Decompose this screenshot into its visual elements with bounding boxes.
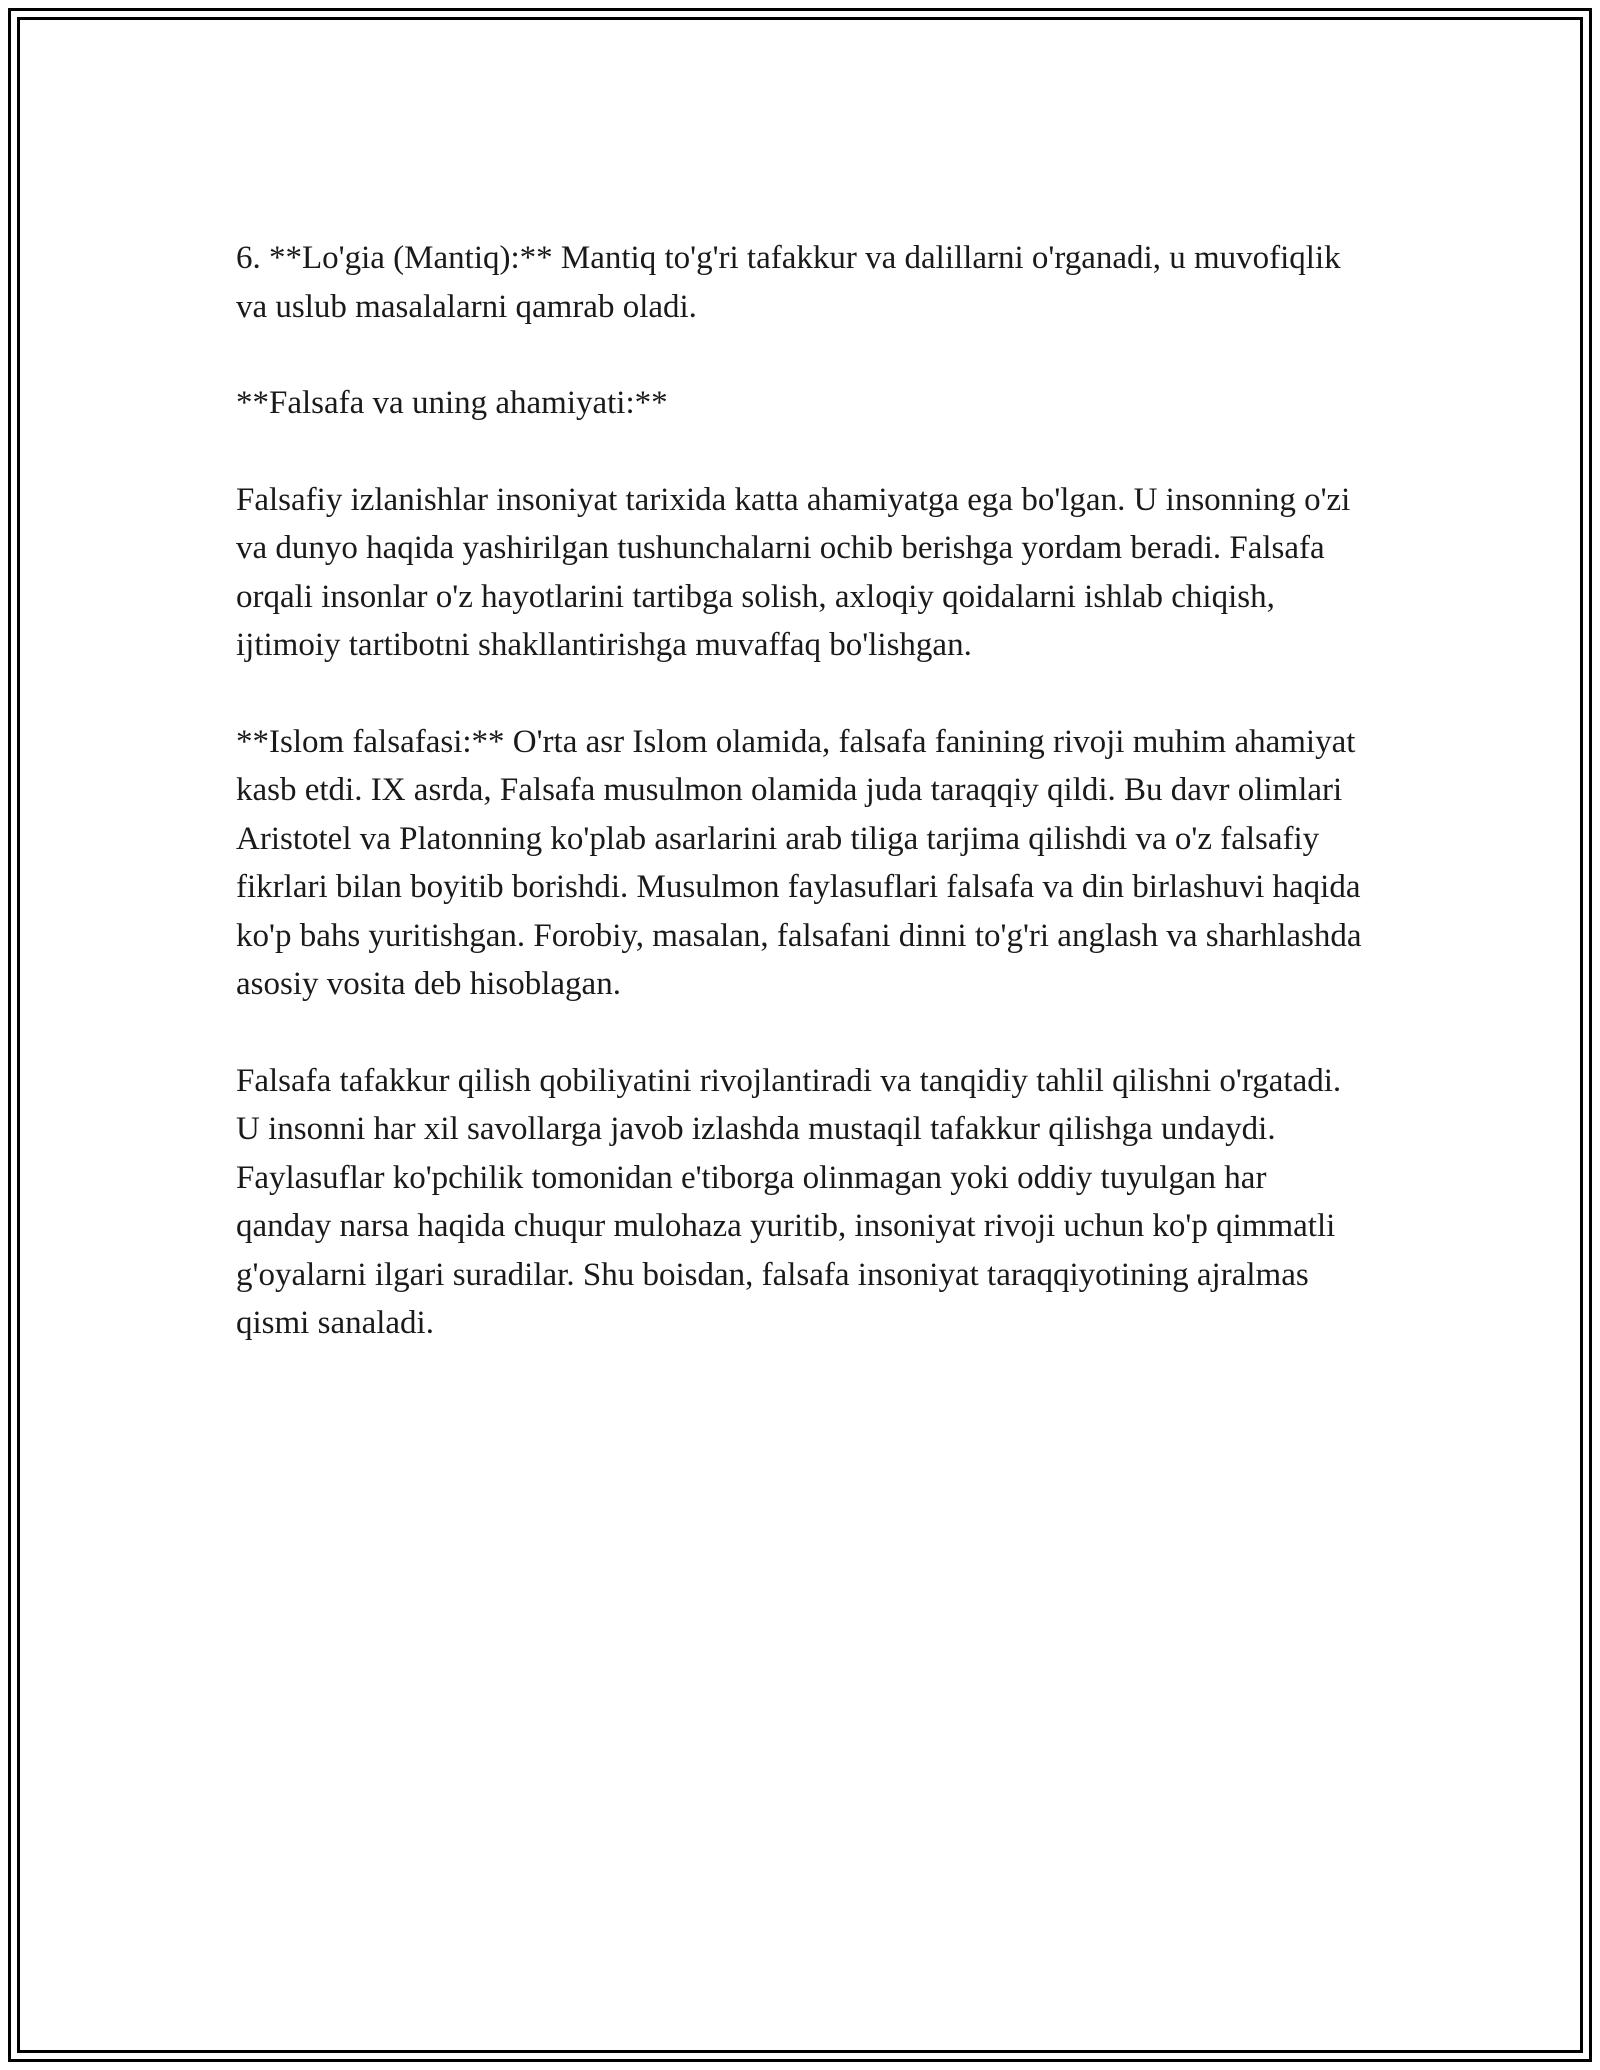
paragraph-islamic-philosophy: **Islom falsafasi:** O'rta asr Islom olamida, falsafa fanining rivoji muhim ahamiyat kasb etdi. IX asrda, Falsafa musulmon olamida juda taraqqiy qildi. Bu davr olimlari Aristotel va Platonning ko'plab asarlarini arab tiliga tarjima qilishdi va o'z falsafiy fikrlari bilan boyitib borishdi. Musulmon faylasuflari falsafa va din birlashuvi haqida ko'p bahs yuritishgan. Forobiy, masalan, falsafani dinni to'g'ri anglash va sharhlashda asosiy vosita deb hisoblagan. bbox=[236, 723, 1362, 1002]
document-body bbox=[236, 234, 1366, 1396]
paragraph-logic: 6. **Lo'gia (Mantiq):** Mantiq to'g'ri tafakkur va dalillarni o'rganadi, u muvofiqlik va uslub masalalarni qamrab oladi. bbox=[236, 240, 1341, 325]
paragraph-philosophy-importance: Falsafiy izlanishlar insoniyat tarixida katta ahamiyatga ega bo'lgan. U insonning o'zi va dunyo haqida yashirilgan tushunchalarni ochib berishga yordam beradi. Falsafa orqali insonlar o'z hayotlarini tartibga solish, axloqiy qoidalarni ishlab chiqish, ijtimoiy tartibotni shakllantirishga muvaffaq bo'lishgan. bbox=[236, 481, 1351, 663]
heading-philosophy-importance: **Falsafa va uning ahamiyati:** bbox=[236, 385, 668, 421]
paragraph-critical-thinking: Falsafa tafakkur qilish qobiliyatini rivojlantiradi va tanqidiy tahlil qilishni o'rgatadi. U insonni har xil savollarga javob izlashda mustaqil tafakkur qilishga undaydi. Faylasuflar ko'pchilik tomonidan e'tiborga olinmagan yoki oddiy tuyulgan har qanday narsa haqida chuqur mulohaza yuritib, insoniyat rivoji uchun ko'p qimmatli g'oyalarni ilgari suradilar. Shu boisdan, falsafa insoniyat taraqqiyotining ajralmas qismi sanaladi. bbox=[236, 1062, 1342, 1341]
